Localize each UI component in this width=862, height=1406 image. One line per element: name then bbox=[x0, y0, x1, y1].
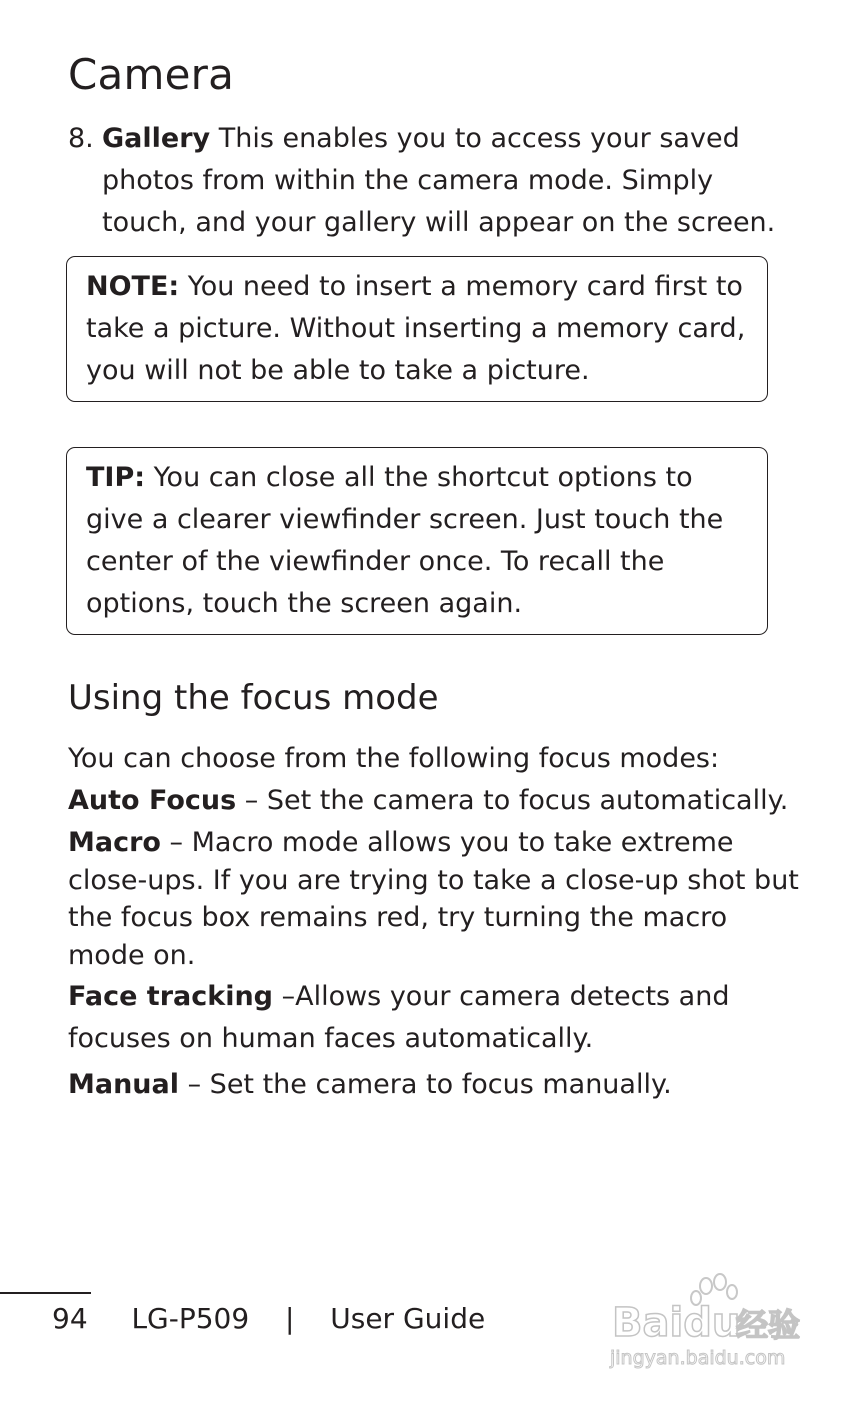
page-footer bbox=[52, 1302, 485, 1335]
gallery-description: This enables you to access your saved photos from within the camera mode. Simply touch, and your gallery will appear on the screen. bbox=[102, 123, 776, 238]
tip-body: You can close all the shortcut options to give a clearer viewfinder screen. Just touch the center of the viewfinder once. To recall the options, touch the screen again. bbox=[86, 462, 724, 619]
focus-mode-name: Manual bbox=[68, 1069, 180, 1100]
tip-label: TIP: bbox=[86, 462, 146, 493]
page-title: Camera bbox=[68, 50, 235, 99]
focus-mode-name: Auto Focus bbox=[68, 785, 237, 816]
focus-mode-macro bbox=[68, 824, 808, 974]
focus-mode-desc: – Macro mode allows you to take extreme close-ups. If you are trying to take a close-up shot but the focus box remains red, try turning the macro mode on. bbox=[68, 827, 799, 971]
focus-mode-desc: –Allows your camera detects and focuses on human faces automatically. bbox=[68, 981, 730, 1054]
list-item-content bbox=[102, 118, 788, 244]
watermark-url: jingyan.baidu.com bbox=[610, 1347, 786, 1369]
section-heading: Using the focus mode bbox=[68, 678, 439, 718]
focus-mode-face-tracking bbox=[68, 976, 808, 1060]
footer-rule bbox=[0, 1292, 91, 1294]
baidu-watermark-logo bbox=[608, 1272, 814, 1372]
focus-mode-manual bbox=[68, 1064, 808, 1106]
tip-box bbox=[66, 447, 768, 635]
note-box bbox=[66, 256, 768, 402]
model-name: LG-P509 bbox=[131, 1302, 250, 1335]
focus-modes bbox=[68, 738, 808, 1106]
gallery-term: Gallery bbox=[102, 123, 211, 154]
watermark-brand: Baidu bbox=[612, 1300, 741, 1346]
guide-name: User Guide bbox=[330, 1302, 486, 1335]
tip-text bbox=[86, 457, 749, 625]
list-item-number: 8. bbox=[68, 123, 94, 154]
note-text bbox=[86, 266, 749, 392]
note-label: NOTE: bbox=[86, 271, 180, 302]
focus-mode-desc: – Set the camera to focus manually. bbox=[179, 1069, 672, 1100]
note-body: You need to insert a memory card first to take a picture. Without inserting a memory card, you will not be able to take a picture. bbox=[86, 271, 746, 386]
focus-mode-auto bbox=[68, 780, 808, 822]
list-item-gallery bbox=[68, 118, 788, 244]
footer-separator: | bbox=[285, 1302, 295, 1335]
focus-mode-desc: – Set the camera to focus automatically. bbox=[236, 785, 789, 816]
focus-mode-name: Macro bbox=[68, 827, 161, 858]
focus-mode-name: Face tracking bbox=[68, 981, 274, 1012]
watermark-chinese: 经验 bbox=[736, 1306, 801, 1344]
focus-intro: You can choose from the following focus modes: bbox=[68, 743, 720, 774]
page-number: 94 bbox=[52, 1302, 88, 1335]
